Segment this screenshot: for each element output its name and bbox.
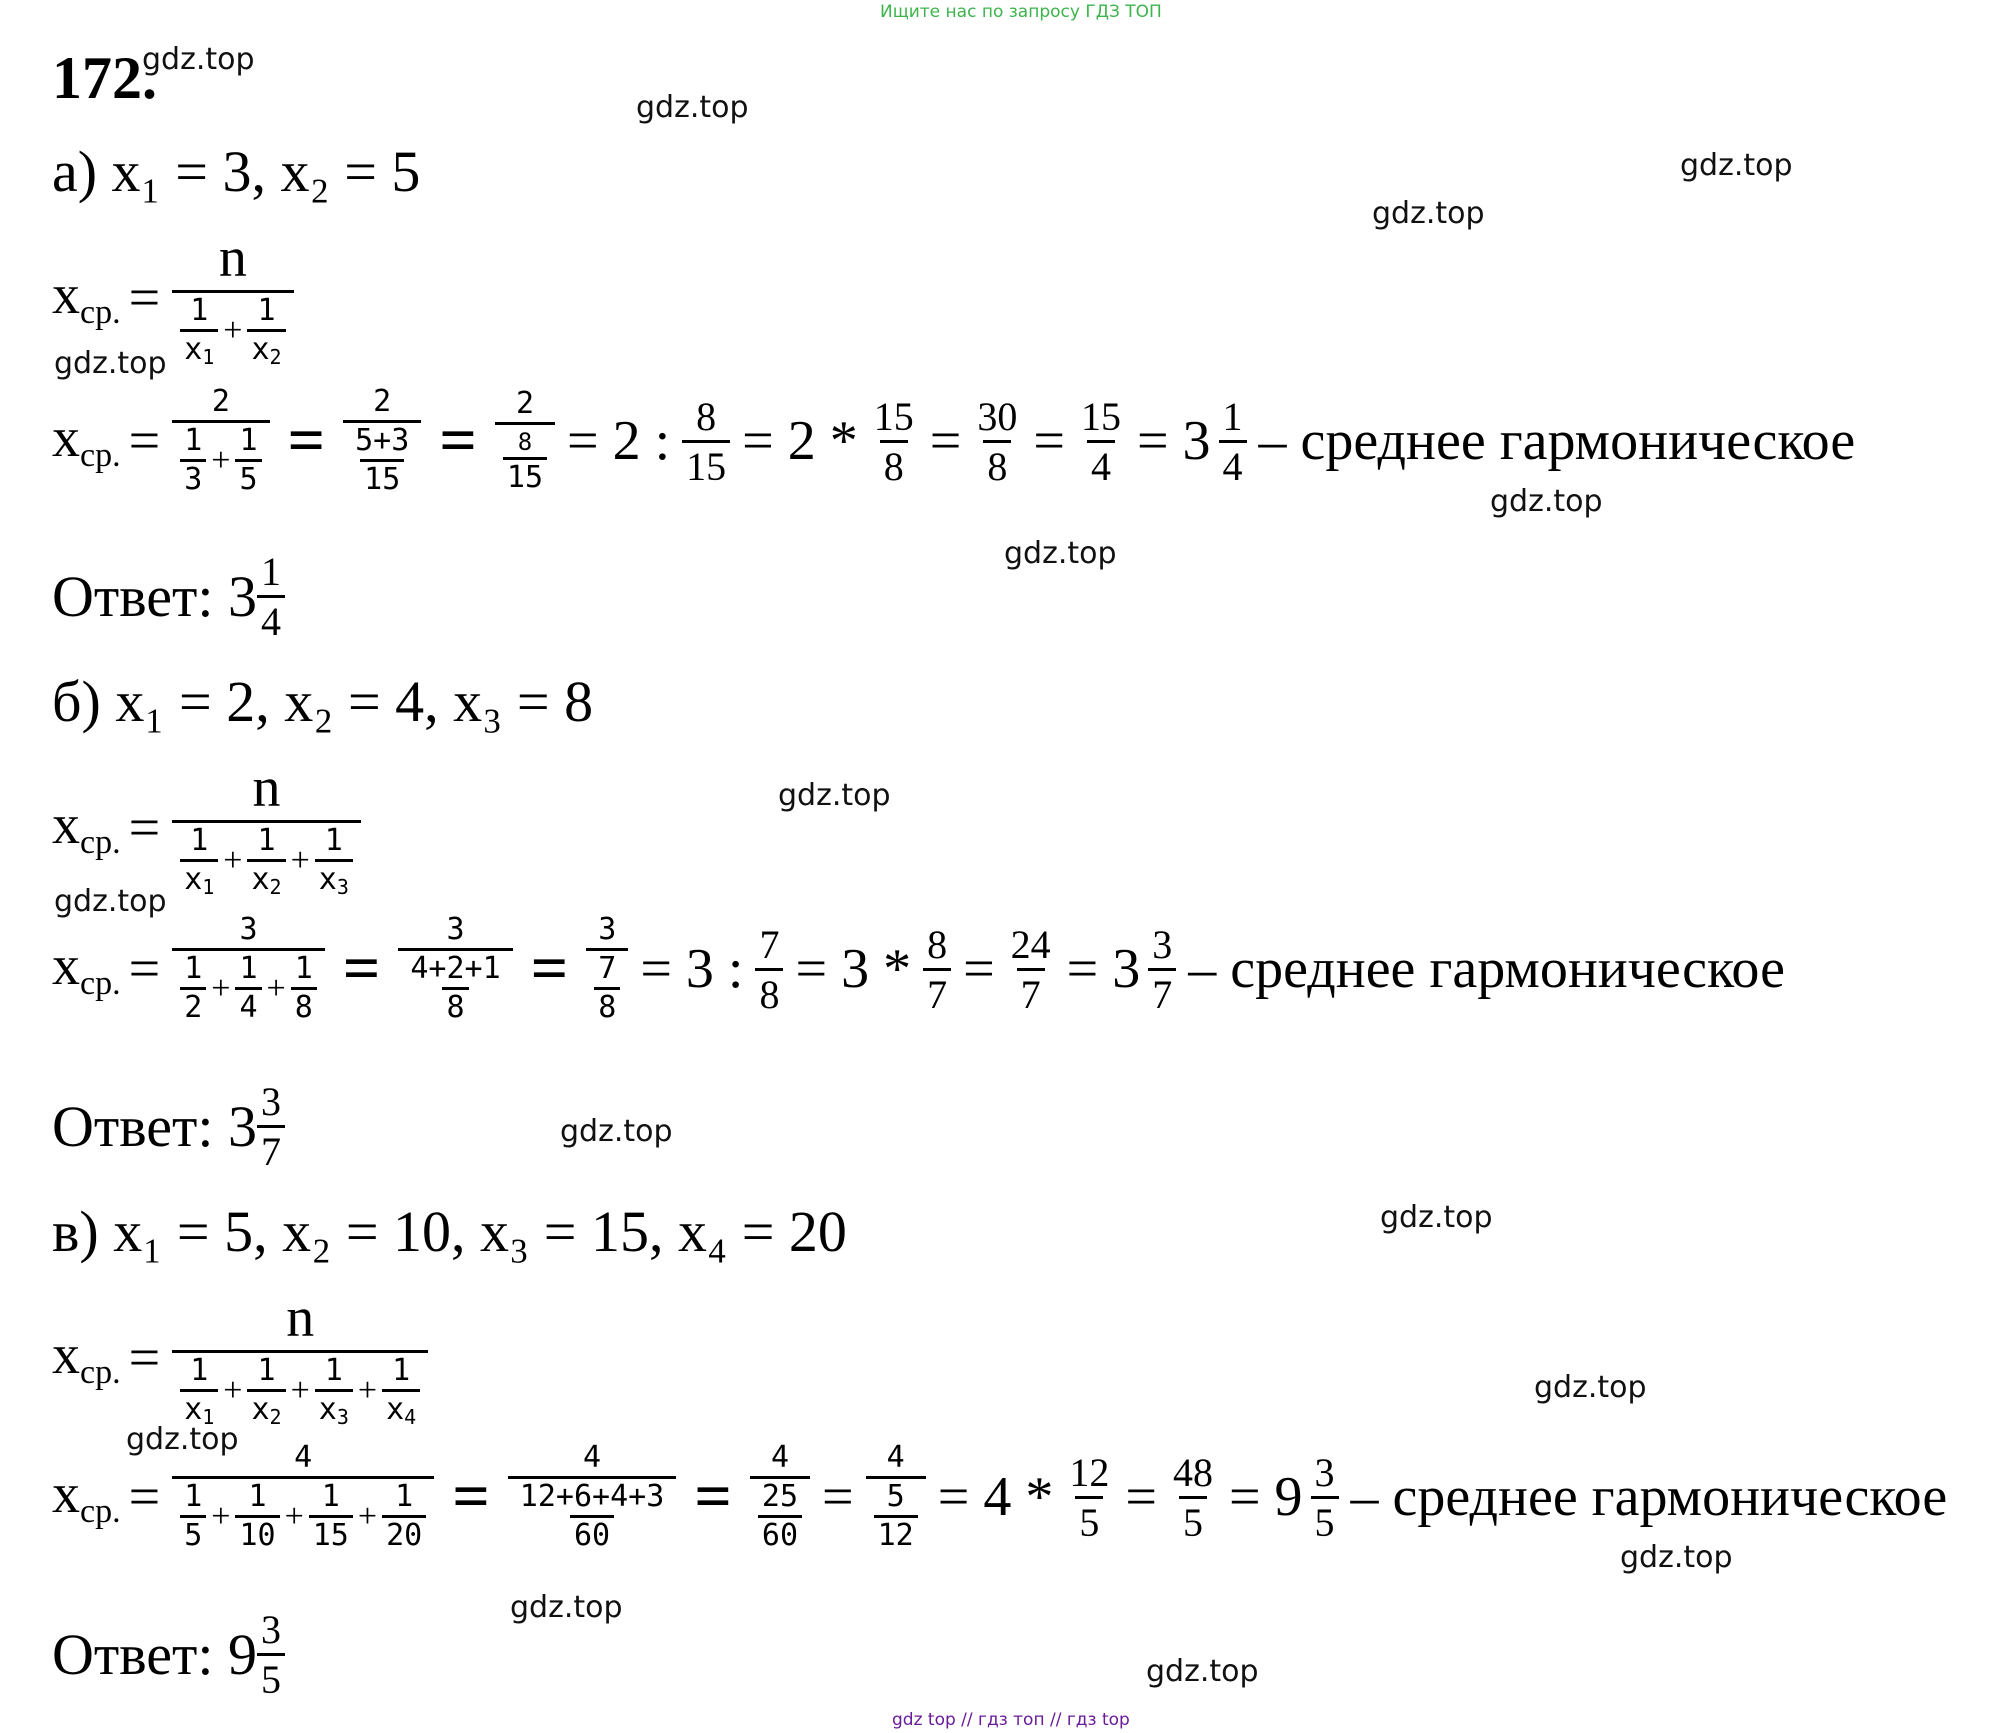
watermark: gdz.top (1534, 1370, 1647, 1405)
part-a-answer: Ответ: 3 $\frac{1}{4}$ (52, 548, 289, 645)
watermark: gdz.top (1490, 484, 1603, 519)
part-c-formula: $x_{ср.}$ = n $\frac{1}{x_1}$ + $\frac{1}{x_2}$ + $\frac{1}{x_3}$ + $\frac{1}{x_4}$ (52, 1286, 432, 1429)
watermark: gdz.top (1146, 1654, 1259, 1689)
watermark: gdz.top (778, 778, 891, 813)
watermark: gdz.top (54, 884, 167, 919)
watermark: gdz.top (1680, 148, 1793, 183)
watermark: gdz.top (1372, 196, 1485, 231)
watermark: gdz.top (1380, 1200, 1493, 1235)
footer: gdz top // гдз топ // гдз top (892, 1710, 1130, 1730)
watermark: gdz.top (1004, 536, 1117, 571)
part-b-answer: Ответ: 3 $\frac{3}{7}$ (52, 1078, 289, 1175)
top-banner: Ищите нас по запросу ГДЗ ТОП (880, 2, 1162, 22)
problem-number: 172. (52, 45, 157, 111)
part-a-given: а) x₁ = 3, x₂ = 5 (52, 139, 421, 204)
watermark: gdz.top (1620, 1540, 1733, 1575)
part-c-calculation: $x_{ср.}$ = 4 $\frac{1}{5}$ + $\frac{1}{10}$ + $\frac{1}{15}$ + $\frac{1}{20}$ = $\frac{4}{\frac{12+6+4+3}{60}}$ = $\frac{4}{\frac{25}{60}}$ = $\frac{4}{\frac{5}{12}}$ = 4 * $\frac{12}{5}$ = $\frac{48}{5}$ = 9 $\frac{3}{5}$ – среднее гармоническое (52, 1440, 1948, 1553)
formula-fraction: n $\frac{1}{x_1}$ + $\frac{1}{x_2}$ (172, 226, 293, 369)
part-a-formula: $x_{ср.}$ = n $\frac{1}{x_1}$ + $\frac{1}{x_2}$ (52, 226, 298, 369)
watermark: gdz.top (560, 1114, 673, 1149)
part-a-calculation: $x_{ср.}$ = 2 $\frac{1}{3}$ + $\frac{1}{5}$ = $\frac{2}{\frac{5+3}{15}}$ = $\frac{2}{\frac{8}{15}}$ = 2 : $\frac{8}{15}$ = 2 * $\frac{15}{8}$ = $\frac{30}{8}$ = $\frac{15}{4}$ = 3 $\frac{1}{4}$ – среднее гармоническое (52, 384, 1856, 497)
watermark: gdz.top (510, 1590, 623, 1625)
part-c-answer: Ответ: 9 $\frac{3}{5}$ (52, 1606, 289, 1703)
part-b-calculation: $x_{ср.}$ = 3 $\frac{1}{2}$ + $\frac{1}{4}$ + $\frac{1}{8}$ = $\frac{3}{\frac{4+2+1}{8}}$ = $\frac{3}{\frac{7}{8}}$ = 3 : $\frac{7}{8}$ = 3 * $\frac{8}{7}$ = $\frac{24}{7}$ = 3 $\frac{3}{7}$ – среднее гармоническое (52, 912, 1785, 1025)
part-b-formula: $x_{ср.}$ = n $\frac{1}{x_1}$ + $\frac{1}{x_2}$ + $\frac{1}{x_3}$ (52, 756, 365, 899)
watermark: gdz.top (54, 346, 167, 381)
part-c-given: в) x₁ = 5, x₂ = 10, x₃ = 15, x₄ = 20 (52, 1199, 847, 1264)
formula-lhs: $x_{ср.}$ (52, 263, 121, 332)
watermark: gdz.top (126, 1422, 239, 1457)
watermark: gdz.top (142, 42, 255, 77)
watermark: gdz.top (636, 90, 749, 125)
part-b-given: б) x₁ = 2, x₂ = 4, x₃ = 8 (52, 669, 594, 734)
